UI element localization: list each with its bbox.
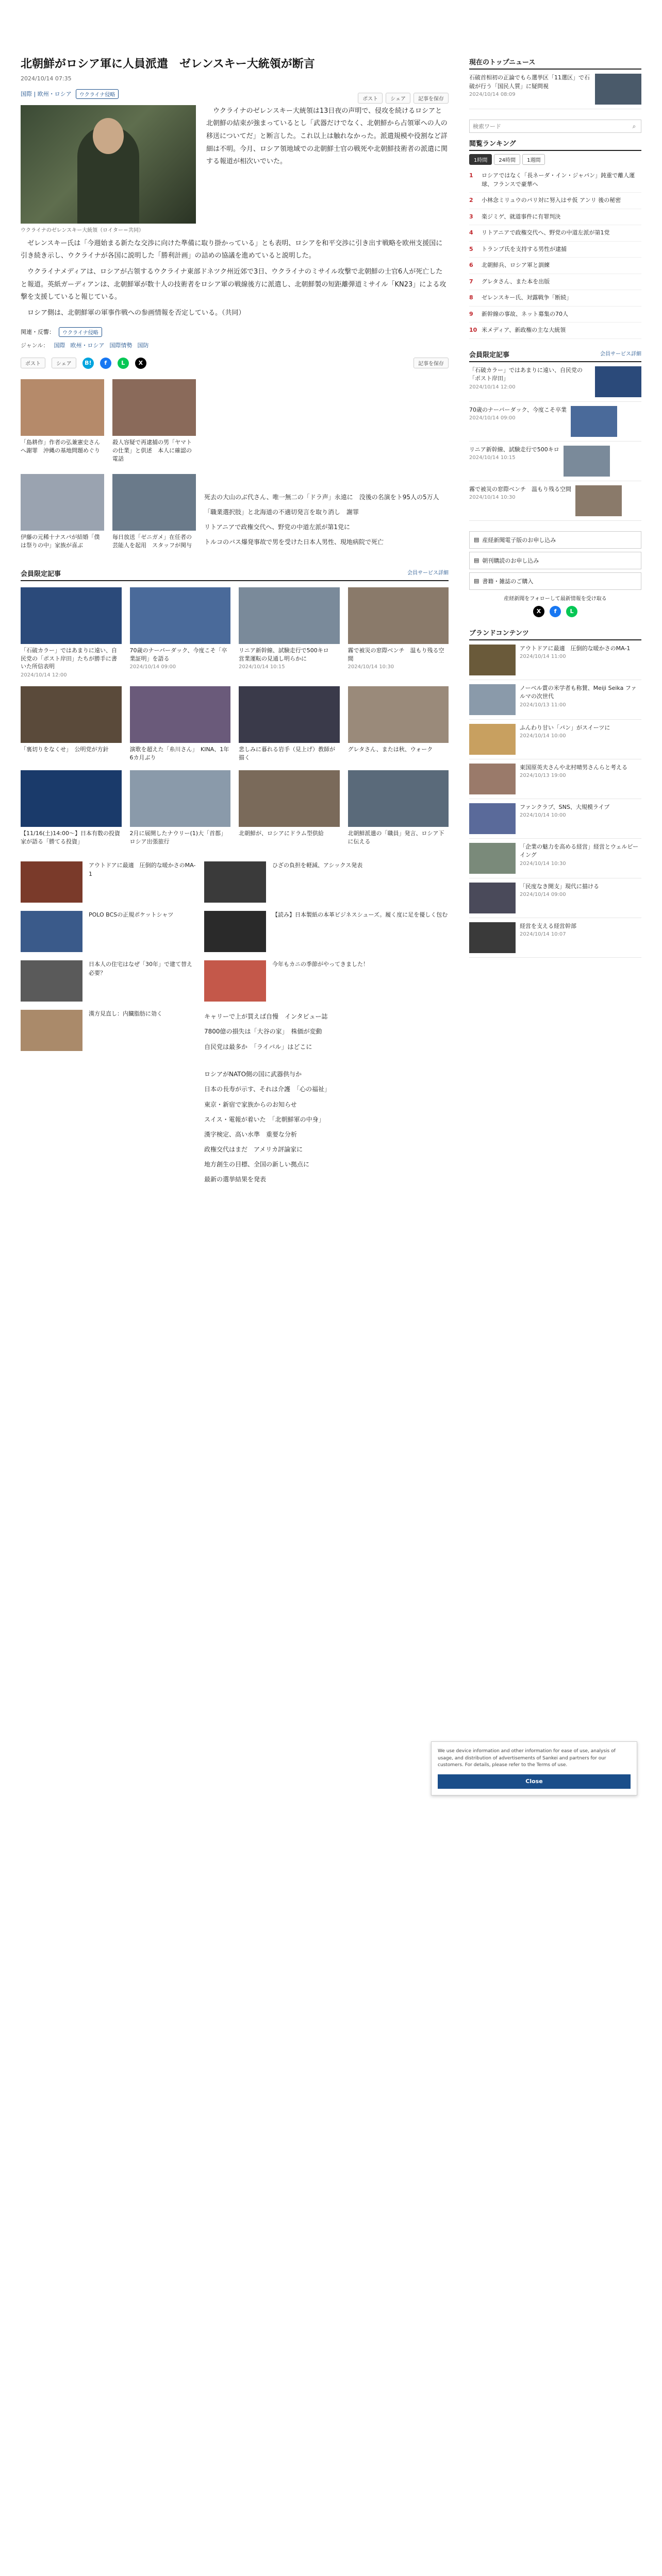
follow-text: 産経新聞をフォローして最新情報を受け取る — [504, 596, 607, 602]
article-toolbar — [358, 93, 449, 104]
text-link[interactable]: ロシアがNATO側の国に武器供与か — [204, 1071, 302, 1078]
consent-text: We use device information and other information for ease of use, analysis of usage, and distribution of advertisements of Sankei and partners for our customers. For details, please refer to the Terms of use. — [438, 1749, 616, 1768]
ranking-item[interactable]: 7 グレタさん、また本を出版 — [469, 274, 641, 291]
brand-item[interactable]: ノーベル賞の米学者も称賛、Meiji Seika ファルマの次世代 2024/10/13 11:00 — [469, 680, 641, 720]
members-more-link[interactable]: 会員サービス詳細 — [407, 570, 449, 576]
share-button[interactable]: シェア — [52, 358, 76, 368]
ranking-item[interactable]: 5 トランプ氏を支持する男性が逮捕 — [469, 242, 641, 258]
ad-card[interactable]: アウトドアに最適 圧倒的な暖かさのMA-1 — [21, 861, 196, 903]
ad-card[interactable]: 日本人の住宅はなぜ「30年」で建て替え必要？ — [21, 960, 196, 1002]
brand-item[interactable]: 「企業の魅力を高める経営」経営とウェルビーイング 2024/10/14 10:30 — [469, 839, 641, 878]
news-card[interactable]: 伊藤の元稀十ナスパが結婚「僕は祭りの中」家族が喜ぶ — [21, 474, 104, 552]
members-section — [21, 568, 449, 846]
ad-section — [21, 861, 449, 1059]
text-link[interactable]: スイス・電報が着いた 「北朝鮮軍の中身」 — [204, 1115, 325, 1123]
region-tag[interactable]: 国際 | 欧州・ロシア — [21, 91, 72, 98]
paragraph-4: ロシア側は、北朝鮮軍の軍事作戦への参画情報を否定している。（共同） — [27, 309, 245, 317]
consent-close-button[interactable]: Close — [438, 1774, 631, 1789]
search-box — [469, 120, 641, 133]
brand-item[interactable]: ファンクラブ、SNS、大規模ライブ 2024/10/14 10:00 — [469, 799, 641, 839]
paragraph-2: ゼレンスキー氏は「今週始まる新たな交渉に向けた準備に取り掛かっている」とも表明、ロシアを和平交渉に引き出す戦略を欧州支援国に引き続き示し、ウクライナが各国に説明した「勝利計画」の詰めの協議を進めていると説明した。 — [21, 239, 443, 260]
brand-section — [469, 628, 641, 958]
text-links — [204, 379, 449, 553]
ranking-item[interactable]: 1 ロシアではなく「長ネーダ・イン・ジャパン」鈍重で離人運球、フランスで豪華へ — [469, 168, 641, 193]
side-member-item[interactable]: リニア新幹線、試験走行で500キロ 2024/10/14 10:15 — [469, 442, 641, 481]
text-link[interactable]: 東京・新宿で家族からのお知らせ — [204, 1100, 297, 1108]
genre-link[interactable]: 国防 — [137, 342, 149, 349]
brand-item[interactable]: 東国原英夫さんや北村晴男さんらと考える 2024/10/13 19:00 — [469, 759, 641, 799]
genre-link[interactable]: 国際情勢 — [109, 342, 133, 349]
save-button[interactable]: 記事を保存 — [413, 358, 449, 368]
service-link[interactable]: ▤ 朝刊購読のお申し込み — [469, 552, 641, 569]
member-card[interactable]: 【11/16(土)14:00〜】日本有数の投資家が語る「勝てる投資」 — [21, 770, 122, 846]
paragraph-3: ウクライナメディアは、ロシアが占領するウクライナ東部ドネツク州近郊で3日、ウクライナのミサイル攻撃で北朝鮮の士官6人が死亡したと報道。英紙ガーディアンは、北朝鮮軍が数十人の技術者をロシア軍の戦線後方に派遣し、北朝鮮製の短距離弾道ミサイル「KN23」による攻撃を支援していると報じている。 — [21, 268, 446, 301]
service-links — [469, 531, 641, 617]
ad-card[interactable]: POLO BCSの正規ポケットシャツ — [21, 911, 196, 952]
ranking-tabs — [469, 154, 641, 165]
lead-paragraph: ウクライナのゼレンスキー大統領は13日夜の声明で、侵攻を続けるロシアと北朝鮮の結束が強まっているとし「武器だけでなく、北朝鮮から占領軍への人の移送についてだ」と断言した。これ以上は触れなかった。派遣規模や役割など詳細は不明。今月、ロシア領地域での北朝鮮士官の戦死や北朝鮮技術者の派遣に関する報道が相次いでいた。 — [206, 107, 448, 166]
member-card[interactable]: グレタさん、または秋、ウォーク — [348, 686, 449, 762]
ranking-item[interactable]: 10 米メディア、新政権の主な大統領 — [469, 323, 641, 339]
sidebar — [469, 57, 641, 968]
consent-banner — [431, 1741, 637, 1795]
brand-item[interactable]: ふんわり甘い「パン」がスイーツに 2024/10/14 10:00 — [469, 720, 641, 759]
ad-card[interactable]: 【読み】日本製紙の本革ビジネスシューズ。履く度に足を優しく包む — [204, 911, 449, 952]
top-news-item[interactable]: 石破首相初の正論でもら選挙区「11選区」で石破が行う「国民人質」に疑問視 2024/10/14 08:09 — [469, 70, 641, 109]
side-member-item[interactable]: 「石破カラー」ではあまりに遠い、自民党の「ポスト岸田」 2024/10/14 12:00 — [469, 362, 641, 402]
facebook-icon[interactable]: f — [550, 606, 561, 617]
side-members-more[interactable]: 会員サービス詳細 — [600, 351, 641, 357]
article-body — [21, 238, 449, 320]
text-link[interactable]: リトアニアで政権交代へ、野党の中道左派が第1党に — [204, 523, 351, 531]
newspaper-icon: ▤ — [474, 536, 479, 543]
text-link[interactable]: 「職業選択肢」と北海道の不適切発言を取り消し 謝罪 — [204, 509, 359, 516]
text-link[interactable]: 地方創生の目標、全国の新しい拠点に — [204, 1161, 310, 1168]
article-photo — [21, 105, 196, 224]
facebook-icon[interactable]: f — [100, 358, 111, 369]
post-button[interactable]: ポスト — [358, 93, 383, 104]
book-icon: ▤ — [474, 578, 479, 584]
text-link[interactable]: 自民党は最多か 「ライバル」はどこに — [204, 1043, 312, 1050]
search-icon[interactable]: ⌕ — [632, 122, 636, 130]
member-card[interactable]: 北朝鮮が、ロシアにドラム型供給 — [239, 770, 340, 846]
bottom-links — [21, 1070, 449, 1185]
paper-icon: ▤ — [474, 557, 479, 564]
related-label: 関連・反響： — [21, 329, 55, 336]
tab-24h[interactable]: 24時間 — [494, 154, 520, 165]
follow-icons — [469, 606, 641, 617]
ranking-section — [469, 138, 641, 339]
news-card[interactable]: 殺人容疑で再逮捕の男「ヤマトの仕業」と供述 本人に確認の電話 — [112, 379, 196, 466]
article-hero — [21, 105, 449, 233]
service-link[interactable]: ▤ 産経新聞電子版のお申し込み — [469, 531, 641, 549]
genre-row — [21, 341, 449, 349]
text-link[interactable]: 7800億の損失は「大谷の家」 株価が変動 — [204, 1028, 322, 1036]
ranking-item[interactable]: 4 リトアニアで政権交代へ、野党の中道左派が第1党 — [469, 225, 641, 242]
side-member-item[interactable]: 70歳のナーバーダック、今度こそ卒業 2024/10/14 09:00 — [469, 402, 641, 442]
genre-label: ジャンル： — [21, 342, 49, 349]
member-card[interactable]: 2月に展開したナウリー(1)大「首都」ロシア出張旅行 — [130, 770, 231, 846]
below-article — [21, 379, 449, 553]
save-button[interactable]: 記事を保存 — [413, 93, 449, 104]
tab-1h[interactable]: 1時間 — [469, 154, 492, 165]
text-link[interactable]: トルコのバス爆発事故で男を受けた日本人男性、現地病院で死亡 — [204, 538, 384, 546]
top-news-section — [469, 57, 641, 109]
ad-card[interactable]: ひざの負担を軽減、アシックス発表 — [204, 861, 449, 903]
news-card[interactable]: 「島耕作」作者の弘兼憲史さんへ謝罪 沖縄の基地問題めぐり — [21, 379, 104, 466]
ranking-item[interactable]: 2 小林念ミリュウのパリ対に努入はサ仮 アンリ 後の秘密 — [469, 193, 641, 209]
members-grid — [21, 587, 449, 846]
article-lead — [206, 105, 449, 233]
text-link[interactable]: 最新の選挙結果を発表 — [204, 1176, 267, 1183]
main-column — [21, 57, 449, 1190]
article-date: 2024/10/14 07:35 — [21, 75, 72, 82]
news-card[interactable]: 毎日放送「ゼニガメ」在任者の芸能人を起用 スタッフが関与 — [112, 474, 196, 552]
brand-item[interactable]: アウトドアに最適 圧倒的な暖かさのMA-1 2024/10/14 11:00 — [469, 640, 641, 680]
text-link[interactable]: 日本の長寿が示す、それは介護 「心の福祉」 — [204, 1086, 331, 1093]
post-button[interactable]: ポスト — [21, 358, 45, 368]
member-card[interactable]: リニア新幹線、試験走行で500キロ 営業運転の見通し明らかに 2024/10/14 10:15 — [239, 587, 340, 679]
topic-badge[interactable]: ウクライナ侵略 — [76, 89, 119, 99]
ranking-item[interactable]: 3 楽ジミゲ、就道事件に有罪判決 — [469, 209, 641, 226]
share-button[interactable]: シェア — [386, 93, 410, 104]
ranking-item[interactable]: 8 ゼレンスキー氏、対露戦争「断続」 — [469, 290, 641, 307]
ranking-head: 閲覧ランキング — [469, 138, 641, 151]
brand-head: ブランドコンテンツ — [469, 628, 641, 640]
x-icon[interactable]: X — [135, 358, 146, 369]
x-icon[interactable]: X — [533, 606, 544, 617]
ranking-item[interactable]: 6 北朝鮮兵、ロシア軍と訓練 — [469, 258, 641, 274]
brand-item[interactable]: 経営を支える経営幹部 2024/10/14 10:07 — [469, 918, 641, 958]
brand-item[interactable]: 「民度なき開支」現代に描ける 2024/10/14 09:00 — [469, 878, 641, 918]
photo-caption: ウクライナのゼレンスキー大統領（ロイター＝共同） — [21, 227, 144, 233]
member-card[interactable]: 北朝鮮派遣の「職員」発言、ロシア下に伝える — [348, 770, 449, 846]
bottom-link-list — [204, 1070, 449, 1185]
below-cards — [21, 379, 196, 553]
member-card[interactable]: 悲しみに暮れる岩手（見上げ）教師が描く — [239, 686, 340, 762]
line-icon[interactable]: L — [118, 358, 129, 369]
text-link[interactable]: 政権交代はまだ アメリカ評論家に — [204, 1146, 303, 1154]
share-row — [21, 358, 449, 369]
text-link[interactable]: キャリーで上が買えば自慢 インタビュー誌 — [204, 1013, 328, 1021]
related-badge[interactable]: ウクライナ侵略 — [59, 327, 102, 337]
genre-link[interactable]: 国際 — [54, 342, 65, 349]
side-member-item[interactable]: 霧で被災の窓際ベンチ 温もり残る空間 2024/10/14 10:30 — [469, 481, 641, 521]
line-icon[interactable]: L — [566, 606, 577, 617]
member-card[interactable]: 「石破カラー」ではあまりに遠い、自民党の「ポスト岸田」たちが勝手に書いた所信表明 2024/10/14 12:00 — [21, 587, 122, 679]
text-link[interactable]: 漢字検定、高い水準 重要な分析 — [204, 1130, 297, 1138]
ad-card[interactable]: 今年もカニの季節がやってきました！ — [204, 960, 449, 1002]
side-members-head: 会員限定記事 会員サービス詳細 — [469, 349, 641, 362]
more-text-links — [204, 1012, 449, 1052]
article-title: 北朝鮮がロシア軍に人員派遣 ゼレンスキー大統領が断言 — [21, 58, 315, 71]
tab-1w[interactable]: 1週間 — [522, 154, 545, 165]
genre-link[interactable]: 欧州・ロシア — [70, 342, 105, 349]
search-input[interactable] — [470, 120, 627, 132]
ad-card[interactable]: 漢方見直し：内臓脂肪に効く — [21, 1010, 196, 1051]
service-link[interactable]: ▤ 書籍・雑誌のご購入 — [469, 572, 641, 590]
top-news-head: 現在のトップニュース — [469, 57, 641, 70]
member-card[interactable]: 「裏切りをなくせ」 公明党が方針 — [21, 686, 122, 762]
side-members-section — [469, 349, 641, 521]
related-tags — [21, 327, 449, 337]
ad-list — [204, 861, 449, 1059]
ad-cards — [21, 861, 196, 1059]
members-head: 会員限定記事 会員サービス詳細 — [21, 568, 449, 581]
member-card[interactable]: 霧で被災の窓際ベンチ 温もり残る空間 2024/10/14 10:30 — [348, 587, 449, 679]
member-card[interactable]: 70歳のナーバーダック、今度こそ「卒業証明」を語る 2024/10/14 09:00 — [130, 587, 231, 679]
hatena-icon[interactable]: B! — [82, 358, 94, 369]
ranking-item[interactable]: 9 新幹線の事故、ネット募集の70人 — [469, 307, 641, 323]
text-link[interactable]: 死去の大山のぶ代さん、唯一無二の「ドラ声」永遠に 没後の名演をト95人の5万人 — [204, 493, 439, 501]
photo-head-shape — [93, 118, 124, 154]
member-card[interactable]: 演歌を超えた「糸川さん」 KINA、1年6カ月ぶり — [130, 686, 231, 762]
